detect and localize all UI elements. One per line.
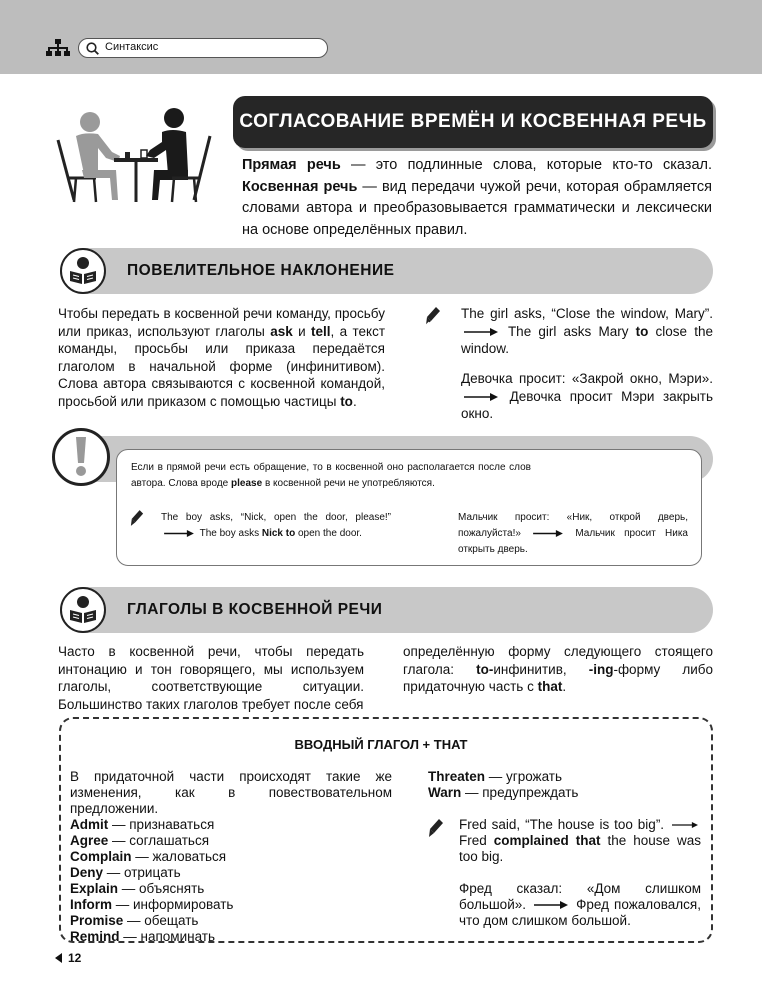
section-header-reporting-verbs (60, 587, 713, 633)
verb-item: Threaten — угрожать (428, 769, 563, 784)
verb-item: Agree — соглашаться (70, 833, 210, 848)
people-at-table-illustration (54, 100, 214, 205)
reporting-verbs-left: Часто в косвенной речи, чтобы передать интонацию и тон говорящего, мы используем глаголы, соответствующие ситуации. Большинство таких глаголов требует после себя (58, 644, 364, 712)
verb-item: Explain — объяснять (70, 881, 205, 896)
imperative-rule: Чтобы передать в косвенной речи команду, просьбу или приказ, используют глаголы ask и tell, а текст команды, просьбы или приказа передаётся глаголом в начальной форме (инфинитивом). Слова автора связываются с косвенной командой, просьбой или приказом с помощью частицы to. (58, 306, 385, 409)
section-header-imperative (60, 248, 713, 294)
term-direct-speech: Прямая речь (242, 157, 341, 173)
search-value: Синтаксис (105, 41, 159, 53)
intro-paragraph (242, 155, 712, 241)
page-title: СОГЛАСОВАНИЕ ВРЕМЁН И КОСВЕННАЯ РЕЧЬ (233, 96, 713, 148)
top-bar (0, 0, 762, 74)
note-example-ru: Мальчик просит: «Ник, открой дверь, пожалуйста!» Мальчик просит Ника открыть дверь. (458, 512, 688, 555)
page-number: 12 (68, 951, 82, 965)
verb-item: Remind — напоминать (70, 929, 216, 944)
def-direct-speech: — это подлинные слова, которые кто-то сказал. (340, 157, 713, 173)
verb-item: Deny — отрицать (70, 865, 181, 880)
note-rule: Если в прямой речи есть обращение, то в косвенной оно располагается после слов автора. Слова вроде please в косвенной речи не употребляются. (131, 462, 531, 489)
note-example-en: The boy asks, “Nick, open the door, please!” The boy asks Nick to open the door. (161, 512, 391, 539)
verb-list-left (70, 769, 392, 945)
pen-icon (425, 306, 441, 326)
sitemap-icon[interactable] (46, 39, 70, 57)
section-title: ПОВЕЛИТЕЛЬНОЕ НАКЛОНЕНИЕ (127, 262, 395, 279)
reporting-verbs-right: определённую форму следующего стоящего глагола: to-инфинитив, -ing-форму либо придаточную часть с that. (403, 644, 713, 694)
search-icon (86, 42, 99, 55)
section-title: ГЛАГОЛЫ В КОСВЕННОЙ РЕЧИ (127, 601, 383, 618)
pen-icon (428, 818, 444, 838)
prev-page-arrow-icon[interactable] (55, 953, 62, 963)
box-example-en: Fred said, “The house is too big”. Fred complained that the house was too big. (459, 817, 702, 864)
reader-icon (60, 587, 106, 633)
verb-item: Admit — признаваться (70, 817, 215, 832)
verb-item: Warn — предупреждать (428, 785, 579, 800)
pen-icon (130, 509, 144, 527)
exclamation-icon (52, 428, 110, 486)
search-input[interactable] (78, 38, 328, 58)
box-title: ВВОДНЫЙ ГЛАГОЛ + THAT (294, 737, 468, 752)
term-indirect-speech: Косвенная речь (242, 178, 358, 195)
imperative-example-en: The girl asks, “Close the window, Mary”. The girl asks Mary to close the window. (461, 306, 713, 356)
verb-list-right (428, 769, 700, 801)
verb-item: Inform — информировать (70, 897, 234, 912)
verb-item: Complain — жаловаться (70, 849, 227, 864)
box-example-ru: Фред сказал: «Дом слишком большой». Фред пожаловался, что дом слишком большой. (459, 881, 701, 928)
reader-icon (60, 248, 106, 294)
imperative-example-ru: Девочка просит: «Закрой окно, Мэри». Девочка просит Мэри закрыть окно. (461, 371, 713, 421)
def-indirect-speech: — вид передачи чужой речи, которая обрамляется словами автора и преобразовывается грамматически и лексически на основе определённых правил. (242, 178, 712, 238)
verb-item: Promise — обещать (70, 913, 199, 928)
box-intro: В придаточной части происходят такие же изменения, как в повествовательном предложении. (70, 769, 392, 816)
